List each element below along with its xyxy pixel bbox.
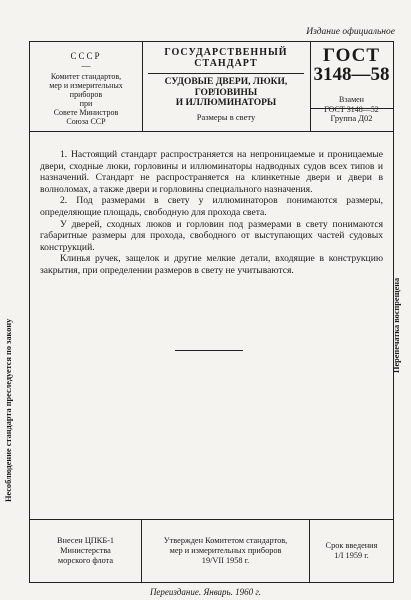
- document-title-line: ГОРЛОВИНЫ: [194, 87, 258, 98]
- approved-by-line: Утвержден Комитетом стандартов,: [163, 536, 288, 545]
- committee-line: при: [79, 99, 93, 108]
- gost-number: 3148—58: [313, 64, 390, 85]
- footer-block: [30, 519, 393, 582]
- title-divider: [148, 73, 304, 74]
- document-title: [142, 77, 310, 109]
- approved-by-cell: [142, 520, 310, 582]
- legal-warning: Несоблюдение стандарта преследуется по закону: [4, 318, 13, 502]
- group-divider: [310, 108, 393, 109]
- committee-line: Союза ССР: [66, 117, 106, 126]
- document-subtitle: Размеры в свету: [196, 111, 256, 122]
- introduced-by-line: Министерства: [60, 546, 111, 555]
- introduced-by: [57, 536, 114, 566]
- standard-body: [40, 149, 383, 277]
- introduced-by-cell: [30, 520, 142, 582]
- body-paragraph: У дверей, сходных люков и горловин под размерами в свету понимаются габаритные размеры для прохода, свободного от выступающих частей судовых конструкций.: [40, 218, 383, 253]
- effective-date-cell: [310, 520, 393, 582]
- text-end-rule: [175, 350, 243, 351]
- document-title-line: СУДОВЫЕ ДВЕРИ, ЛЮКИ,: [164, 77, 288, 87]
- effective-date-line: Срок введения: [325, 541, 378, 550]
- country-dash: —: [81, 61, 91, 71]
- document-title-line: И ИЛЛЮМИНАТОРЫ: [175, 98, 277, 108]
- committee-line: Комитет стандартов,: [50, 72, 122, 81]
- effective-date-line: 1/I 1959 г.: [334, 551, 369, 560]
- issuer-cell: [30, 42, 143, 131]
- introduced-by-line: Внесен ЦПКБ-1: [56, 536, 115, 545]
- approved-by-line: мер и измерительных приборов: [169, 546, 282, 555]
- committee-line: мер и измерительных: [49, 81, 123, 90]
- committee-line: приборов: [69, 90, 103, 99]
- reissue-note: Переиздание. Январь. 1960 г.: [149, 587, 262, 597]
- standard-heading: [142, 47, 310, 69]
- body-paragraph: 1. Настоящий стандарт распространяется на непроницаемые и проницаемые двери, сходные люки, горловины и иллюминаторы надводных судов всех типов и назначений. Стандарт не распространяется на клинкетные двери и двери в волноломах, а также двери и горловины специального назначения.: [40, 149, 383, 195]
- header-block: [30, 42, 393, 132]
- effective-date: [326, 541, 378, 561]
- replaces-note: [310, 95, 393, 114]
- standard-frame: [29, 41, 394, 583]
- reprint-prohibited: Перепечатка воспрещена: [392, 277, 401, 373]
- gost-label: ГОСТ: [322, 45, 381, 66]
- group-code: Группа Д02: [330, 113, 373, 123]
- gost-cell: [310, 42, 393, 131]
- replaces-line: Взамен: [339, 95, 364, 104]
- committee-line: Совете Министров: [53, 108, 119, 117]
- country-label: СССР: [70, 51, 102, 61]
- approved-by-line: 19/VII 1958 г.: [201, 556, 250, 565]
- body-paragraph: 2. Под размерами в свету у иллюминаторов понимаются размеры, определяющие площадь, свободную для прохода света.: [40, 195, 383, 218]
- replaces-line: ГОСТ 3148—52: [324, 104, 379, 114]
- standard-heading-line: СТАНДАРТ: [194, 58, 258, 69]
- introduced-by-line: морского флота: [57, 556, 114, 565]
- title-cell: [142, 42, 311, 131]
- edition-label: Издание официальное: [306, 27, 395, 37]
- body-paragraph: Клинья ручек, защелок и другие мелкие детали, входящие в конструкцию закрытия, при определении размеров в свету не учитываются.: [40, 253, 383, 276]
- standard-heading-line: ГОСУДАРСТВЕННЫЙ: [164, 47, 288, 58]
- committee-name: [30, 72, 142, 126]
- approved-by: [164, 536, 287, 566]
